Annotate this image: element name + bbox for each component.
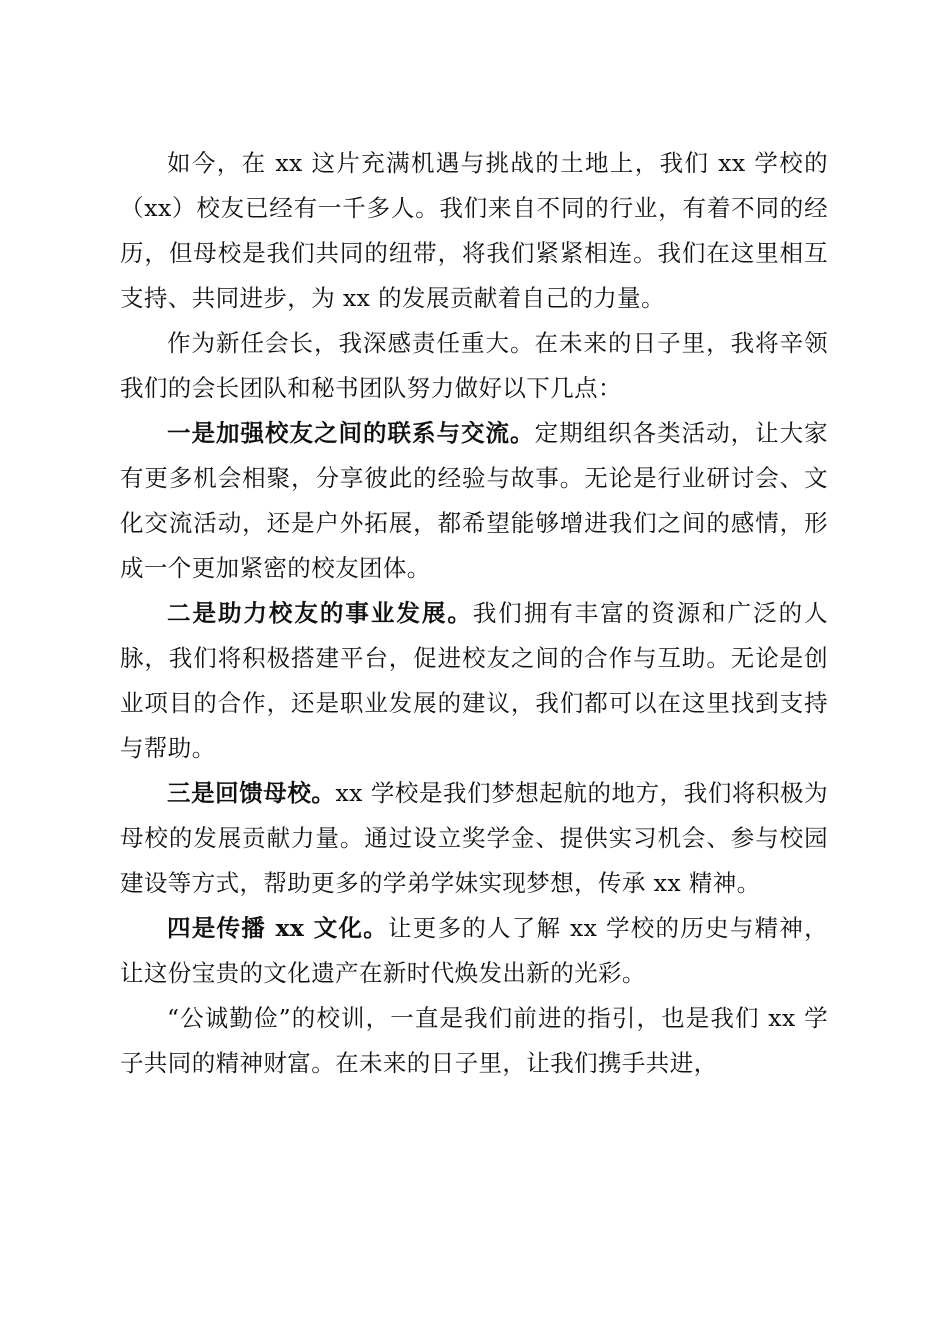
paragraph-text: 作为新任会长，我深感责任重大。在未来的日子里，我将辛领我们的会长团队和秘书团队努力做好以下几点： — [120, 329, 828, 402]
paragraph-motto — [120, 996, 828, 1086]
paragraph-point-two — [120, 591, 828, 771]
paragraph-point-three — [120, 771, 828, 906]
paragraph-text: “公诚勤俭”的校训，一直是我们前进的指引，也是我们 xx 学子共同的精神财富。在未来的日子里，让我们携手共进， — [120, 1004, 828, 1077]
paragraph-text: 如今，在 xx 这片充满机遇与挑战的土地上，我们 xx 学校的（xx）校友已经有一千多人。我们来自不同的行业，有着不同的经历，但母校是我们共同的纽带，将我们紧紧相连。我们在这里相互支持、共同进步，为 xx 的发展贡献着自己的力量。 — [120, 149, 828, 312]
paragraph-text: 定期组织各类活动，让大家有更多机会相聚，分享彼此的经验与故事。无论是行业研讨会、文化交流活动，还是户外拓展，都希望能够增进我们之间的感情，形成一个更加紧密的校友团体。 — [120, 419, 828, 582]
paragraph-point-one — [120, 411, 828, 591]
paragraph-point-four — [120, 906, 828, 996]
document-page — [120, 141, 828, 1086]
paragraph-lead: 一是加强校友之间的联系与交流。 — [167, 419, 535, 447]
paragraph-lead: 三是回馈母校。 — [167, 779, 336, 807]
paragraph-text: 我们拥有丰富的资源和广泛的人脉，我们将积极搭建平台，促进校友之间的合作与互助。无论是创业项目的合作，还是职业发展的建议，我们都可以在这里找到支持与帮助。 — [120, 599, 828, 762]
paragraph-lead: 四是传播 xx 文化。 — [167, 914, 388, 942]
paragraph-responsibility — [120, 321, 828, 411]
paragraph-intro — [120, 141, 828, 321]
paragraph-text: 让更多的人了解 xx 学校的历史与精神，让这份宝贵的文化遗产在新时代焕发出新的光彩。 — [120, 914, 828, 987]
paragraph-lead: 二是助力校友的事业发展。 — [167, 599, 473, 627]
paragraph-text: xx 学校是我们梦想起航的地方，我们将积极为母校的发展贡献力量。通过设立奖学金、提供实习机会、参与校园建设等方式，帮助更多的学弟学妹实现梦想，传承 xx 精神。 — [120, 779, 828, 897]
